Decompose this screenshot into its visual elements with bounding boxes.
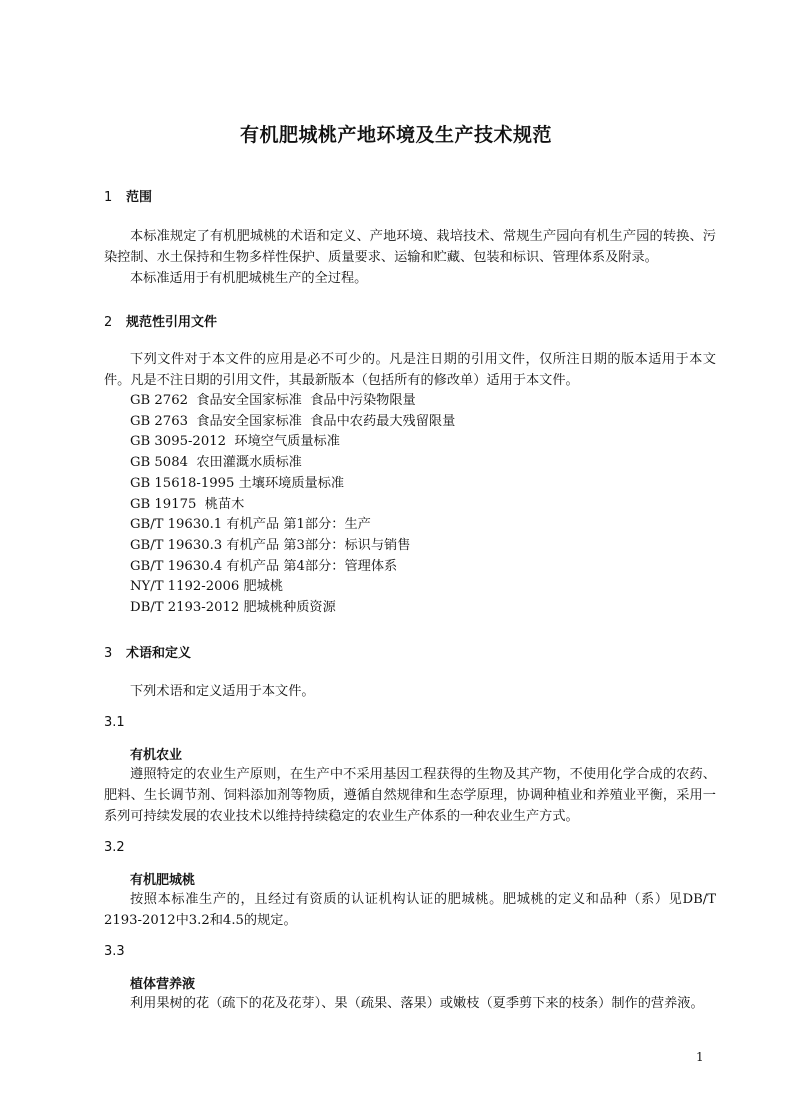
section-number: 2 — [104, 315, 113, 330]
reference-item: GB/T 19630.3 有机产品 第3部分：标识与销售 — [130, 538, 411, 553]
section-title: 术语和定义 — [126, 646, 192, 661]
reference-item: NY/T 1192-2006 肥城桃 — [130, 579, 284, 594]
section-number: 1 — [104, 190, 113, 205]
term-title: 有机农业 — [130, 748, 183, 763]
term-definition: 利用果树的花（疏下的花及花芽）、果（疏果、落果）或嫩枝（夏季剪下来的枝条）制作的营养液。 — [130, 996, 704, 1011]
section-heading-3 — [104, 642, 191, 661]
references-intro: 下列文件对于本文件的应用是必不可少的。凡是注日期的引用文件，仅所注日期的版本适用于本文件。凡是不注日期的引用文件，其最新版本（包括所有的修改单）适用于本文件。 — [104, 352, 716, 388]
reference-item: GB 19175 桃苗木 — [130, 497, 245, 512]
term-number: 3.2 — [104, 840, 125, 855]
reference-item: GB 2762 食品安全国家标准 食品中污染物限量 — [130, 393, 416, 408]
term-number: 3.3 — [104, 944, 125, 959]
reference-item: GB 15618-1995 土壤环境质量标准 — [130, 476, 345, 491]
reference-item: GB 5084 农田灌溉水质标准 — [130, 455, 302, 470]
reference-item: GB 3095-2012 环境空气质量标准 — [130, 434, 340, 449]
term-definition: 遵照特定的农业生产原则，在生产中不采用基因工程获得的生物及其产物，不使用化学合成的农药、肥料、生长调节剂、饲料添加剂等物质，遵循自然规律和生态学原理，协调种植业和养殖业平衡，采用一系列可持续发展的农业技术以维持持续稳定的农业生产体系的一种农业生产方式。 — [104, 767, 716, 824]
reference-item: GB 2763 食品安全国家标准 食品中农药最大残留限量 — [130, 414, 456, 429]
reference-item: GB/T 19630.1 有机产品 第1部分：生产 — [130, 517, 371, 532]
term-title: 有机肥城桃 — [130, 873, 196, 888]
page-number: 1 — [696, 1050, 704, 1064]
section-number: 3 — [104, 646, 113, 661]
term-definition: 按照本标准生产的，且经过有资质的认证机构认证的肥城桃。肥城桃的定义和品种（系）见DB/T 2193-2012中3.2和4.5的规定。 — [104, 892, 716, 928]
section-heading-1 — [104, 186, 152, 205]
reference-item: GB/T 19630.4 有机产品 第4部分：管理体系 — [130, 559, 398, 574]
term-title: 植体营养液 — [130, 977, 196, 992]
section-title: 范围 — [126, 190, 153, 205]
document-title: 有机肥城桃产地环境及生产技术规范 — [239, 124, 552, 146]
scope-paragraph-2: 本标准适用于有机肥城桃生产的全过程。 — [130, 271, 368, 286]
reference-item: DB/T 2193-2012 肥城桃种质资源 — [130, 600, 336, 615]
term-number: 3.1 — [104, 715, 125, 730]
section-title: 规范性引用文件 — [126, 315, 218, 330]
scope-paragraph-1: 本标准规定了有机肥城桃的术语和定义、产地环境、栽培技术、常规生产园向有机生产园的转换、污染控制、水土保持和生物多样性保护、质量要求、运输和贮藏、包装和标识、管理体系及附录。 — [104, 229, 716, 265]
terms-intro: 下列术语和定义适用于本文件。 — [130, 684, 315, 699]
section-heading-2 — [104, 311, 217, 330]
